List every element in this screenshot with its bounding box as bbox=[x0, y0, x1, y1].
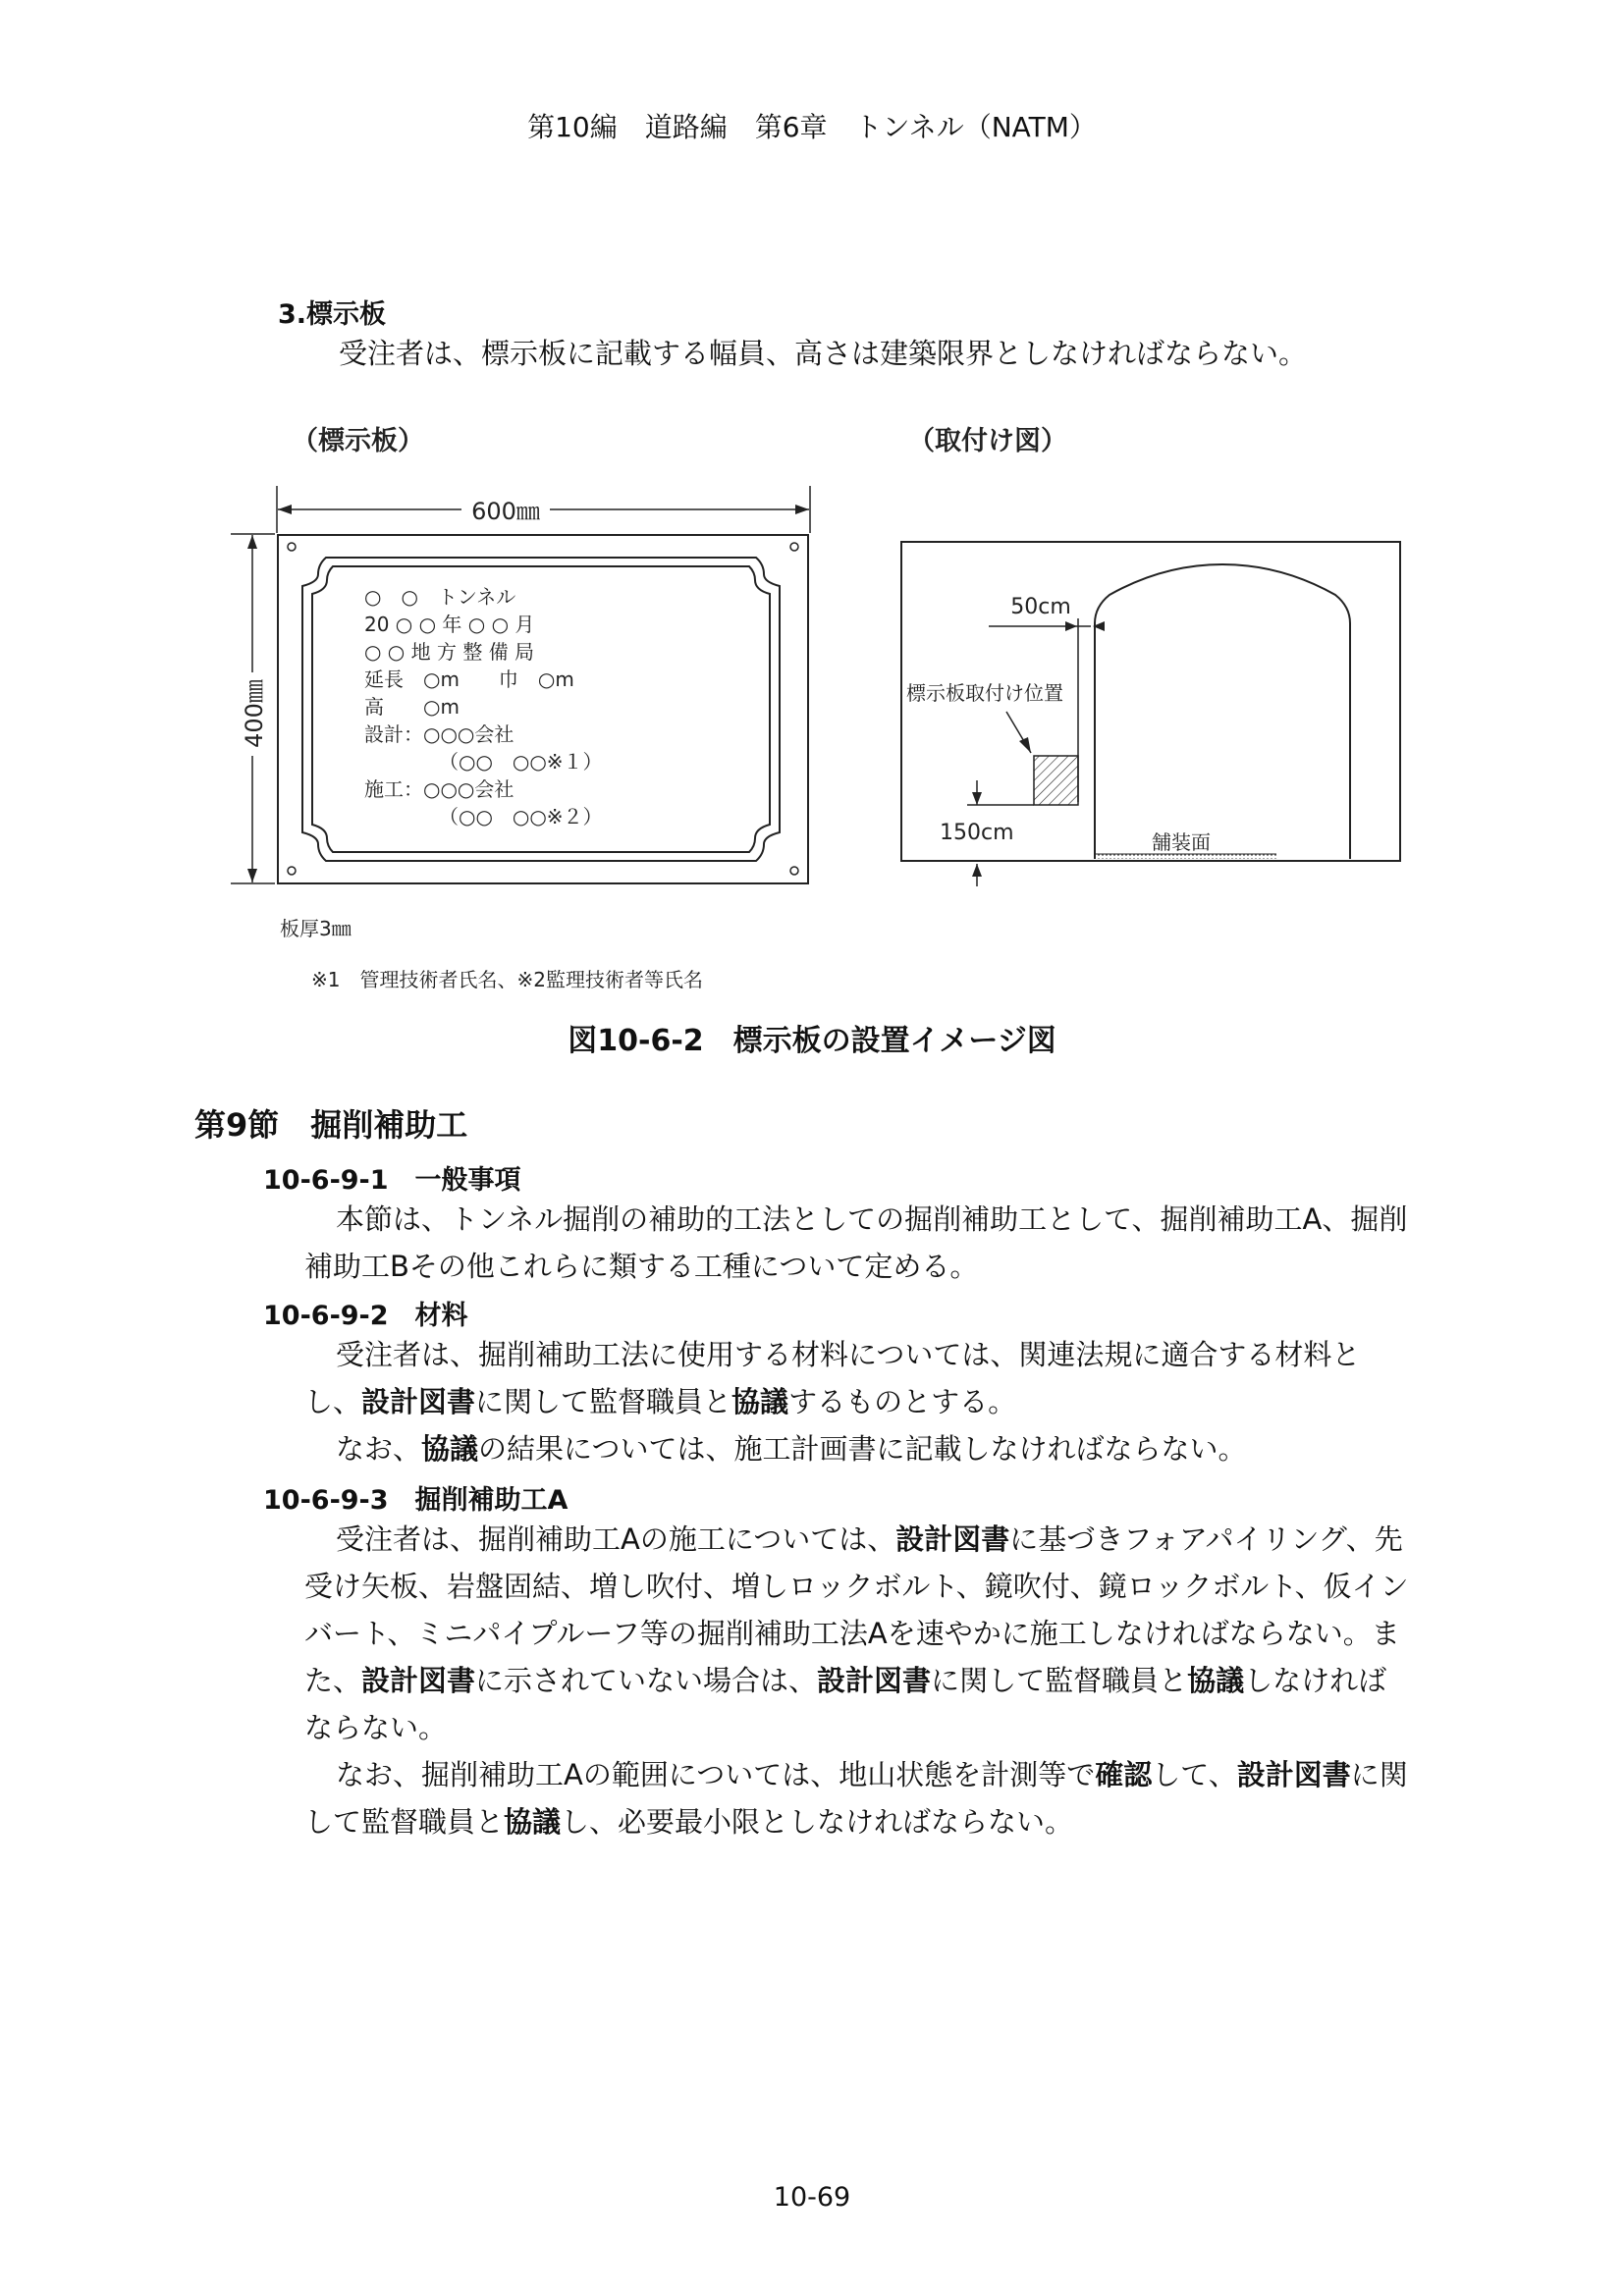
paragraph-10-6-9-1: 本節は、トンネル掘削の補助的工法としての掘削補助工として、掘削補助工A、掘削補助工Bその他これらに類する工種について定める。 bbox=[304, 1202, 1408, 1283]
text-run: の結果については、施工計画書に記載しなければならない。 bbox=[478, 1432, 1247, 1466]
bold-run: 設計図書 bbox=[361, 1664, 476, 1697]
board-line-6: 設計：○○○会社 bbox=[364, 722, 514, 746]
bold-run: 確認 bbox=[1095, 1758, 1153, 1791]
text-run: しなければならない。 bbox=[304, 1664, 1387, 1744]
bold-run: 協議 bbox=[504, 1805, 562, 1839]
text-run: に示されていない場合は、 bbox=[475, 1664, 818, 1697]
chapter-title: 第9節 掘削補助工 bbox=[194, 1106, 468, 1144]
offset-label: 50cm bbox=[1010, 595, 1071, 619]
bold-run: 協議 bbox=[1187, 1664, 1245, 1697]
bold-run: 設計図書 bbox=[1236, 1758, 1351, 1791]
page-header: 第10編 道路編 第6章 トンネル（NATM） bbox=[527, 111, 1097, 143]
board-line-1: ○ ○ トンネル bbox=[364, 585, 516, 609]
board-line-3: ○ ○ 地 方 整 備 局 bbox=[364, 640, 535, 664]
board-line-8: 施工：○○○会社 bbox=[364, 777, 514, 801]
height-mount-label: 150cm bbox=[940, 821, 1014, 845]
bold-run: 設計図書 bbox=[361, 1385, 476, 1418]
board-line-2: 20 ○ ○ 年 ○ ○ 月 bbox=[364, 613, 535, 636]
thickness-label: 板厚3㎜ bbox=[280, 917, 352, 940]
page-number: 10-69 bbox=[773, 2182, 851, 2213]
heading-10-6-9-1: 10-6-9-1 一般事項 bbox=[263, 1165, 521, 1196]
text-run: 受注者は、掘削補助工法に使用する材料については、関連法規に適合する材料とし、 bbox=[304, 1338, 1361, 1418]
figure-footnote: ※1 管理技術者氏名、※2監理技術者等氏名 bbox=[311, 968, 703, 991]
board-line-7: （○○ ○○※１） bbox=[439, 750, 603, 774]
bold-run: 設計図書 bbox=[817, 1664, 932, 1697]
bold-run: 協議 bbox=[731, 1385, 789, 1418]
board-line-9: （○○ ○○※２） bbox=[439, 805, 603, 828]
text-run: に関して監督職員と bbox=[931, 1664, 1188, 1697]
paragraph-10-6-9-2a bbox=[304, 1331, 1414, 1425]
height-dimension bbox=[231, 534, 275, 883]
text-run: に関して監督職員と bbox=[304, 1758, 1408, 1839]
text-run: に基づきフォアパイリング、先受け矢板、岩盤固結、増し吹付、増しロックボルト、鏡吹付、鏡ロックボルト、仮インバート、ミニパイプルーフ等の掘削補助工法Aを速やかに施工しなければならない。また、 bbox=[304, 1522, 1409, 1697]
figure-title: 図10-6-2 標示板の設置イメージ図 bbox=[568, 1024, 1056, 1058]
text-run: し、必要最小限としなければならない。 bbox=[561, 1805, 1074, 1839]
sign-board bbox=[278, 535, 808, 883]
text-run: なお、掘削補助工Aの範囲については、地山状態を計測等で bbox=[336, 1758, 1096, 1791]
right-caption: （取付け図） bbox=[908, 426, 1067, 456]
width-dim-label: 600㎜ bbox=[471, 498, 540, 525]
bold-run: 協議 bbox=[421, 1432, 479, 1466]
section-3-text: 受注者は、標示板に記載する幅員、高さは建築限界としなければならない。 bbox=[339, 337, 1308, 370]
heading-10-6-9-3: 10-6-9-3 掘削補助工A bbox=[263, 1485, 568, 1516]
paragraph-10-6-9-2b bbox=[304, 1425, 1414, 1472]
installation-figure bbox=[221, 417, 1429, 1026]
width-dimension bbox=[277, 486, 810, 533]
text-run: して、 bbox=[1152, 1758, 1237, 1791]
text-run: に関して監督職員と bbox=[475, 1385, 732, 1418]
text-run: するものとする。 bbox=[788, 1385, 1017, 1418]
text-run: なお、 bbox=[336, 1432, 422, 1466]
mount-position-label: 標示板取付け位置 bbox=[906, 681, 1063, 705]
bold-run: 設計図書 bbox=[895, 1522, 1010, 1556]
board-line-5: 高 ○m bbox=[364, 695, 460, 719]
paragraph-10-6-9-3a bbox=[304, 1516, 1414, 1751]
paragraph-10-6-9-3b bbox=[304, 1751, 1414, 1845]
left-caption: （標示板） bbox=[292, 426, 424, 456]
text-run: 受注者は、掘削補助工Aの施工については、 bbox=[336, 1522, 896, 1556]
section-heading-3: 3.標示板 bbox=[278, 299, 387, 330]
heading-10-6-9-2: 10-6-9-2 材料 bbox=[263, 1301, 468, 1331]
pavement-label: 舗装面 bbox=[1152, 830, 1211, 854]
board-line-4: 延長 ○m 巾 ○m bbox=[364, 667, 574, 691]
mounting-diagram bbox=[901, 542, 1400, 886]
height-dim-label: 400㎜ bbox=[241, 679, 268, 748]
